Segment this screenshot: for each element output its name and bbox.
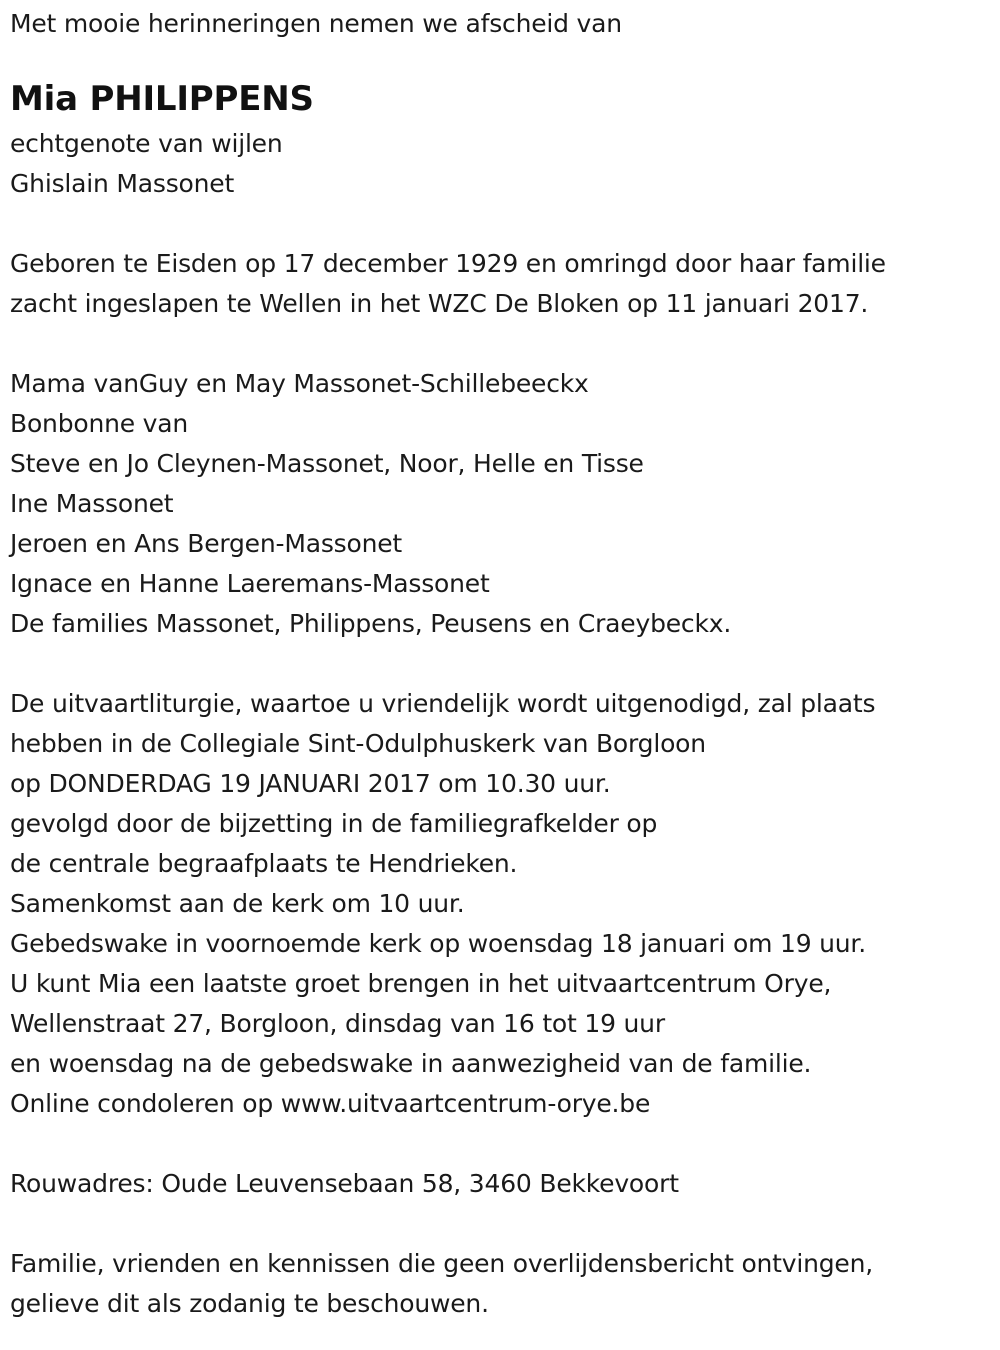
birth-death-line: Geboren te Eisden op 17 december 1929 en omringd door haar familie [10, 249, 886, 278]
closing-line: Familie, vrienden en kennissen die geen overlijdensbericht ontvingen, [10, 1249, 874, 1278]
family-line: De families Massonet, Philippens, Peusens en Craeybeckx. [10, 609, 732, 638]
family-line: Jeroen en Ans Bergen-Massonet [10, 529, 402, 558]
spacer [10, 1124, 985, 1164]
mourning-address: Rouwadres: Oude Leuvensebaan 58, 3460 Bekkevoort [10, 1169, 679, 1198]
deceased-name: Mia PHILIPPENS [10, 79, 314, 119]
birth-death-line: zacht ingeslapen te Wellen in het WZC De Bloken op 11 januari 2017. [10, 289, 869, 318]
family-line: Ine Massonet [10, 489, 174, 518]
intro-line: Met mooie herinneringen nemen we afscheid van [10, 9, 622, 38]
family-line: Ignace en Hanne Laeremans-Massonet [10, 569, 490, 598]
funeral-line: hebben in de Collegiale Sint-Odulphuskerk van Borgloon [10, 729, 706, 758]
family-line: Mama vanGuy en May Massonet-Schillebeeckx [10, 369, 589, 398]
funeral-line: en woensdag na de gebedswake in aanwezigheid van de familie. [10, 1049, 812, 1078]
family-line: Steve en Jo Cleynen-Massonet, Noor, Helle en Tisse [10, 449, 644, 478]
funeral-line: Gebedswake in voornoemde kerk op woensdag 18 januari om 19 uur. [10, 929, 866, 958]
family-line: Bonbonne van [10, 409, 189, 438]
closing-line: gelieve dit als zodanig te beschouwen. [10, 1289, 489, 1318]
online-condolence-line: Online condoleren op www.uitvaartcentrum-orye.be [10, 1089, 651, 1118]
funeral-line: gevolgd door de bijzetting in de familiegrafkelder op [10, 809, 658, 838]
funeral-line: Samenkomst aan de kerk om 10 uur. [10, 889, 465, 918]
funeral-line: U kunt Mia een laatste groet brengen in het uitvaartcentrum Orye, [10, 969, 832, 998]
spacer [10, 1204, 985, 1244]
spacer [10, 324, 985, 364]
relation-line: Ghislain Massonet [10, 169, 235, 198]
death-notice [10, 4, 985, 1324]
spacer [10, 644, 985, 684]
relation-line: echtgenote van wijlen [10, 129, 283, 158]
funeral-line: de centrale begraafplaats te Hendrieken. [10, 849, 518, 878]
spacer [10, 204, 985, 244]
funeral-line: De uitvaartliturgie, waartoe u vriendelijk wordt uitgenodigd, zal plaats [10, 689, 876, 718]
funeral-line: Wellenstraat 27, Borgloon, dinsdag van 16 tot 19 uur [10, 1009, 665, 1038]
funeral-line: op DONDERDAG 19 JANUARI 2017 om 10.30 uur. [10, 769, 611, 798]
